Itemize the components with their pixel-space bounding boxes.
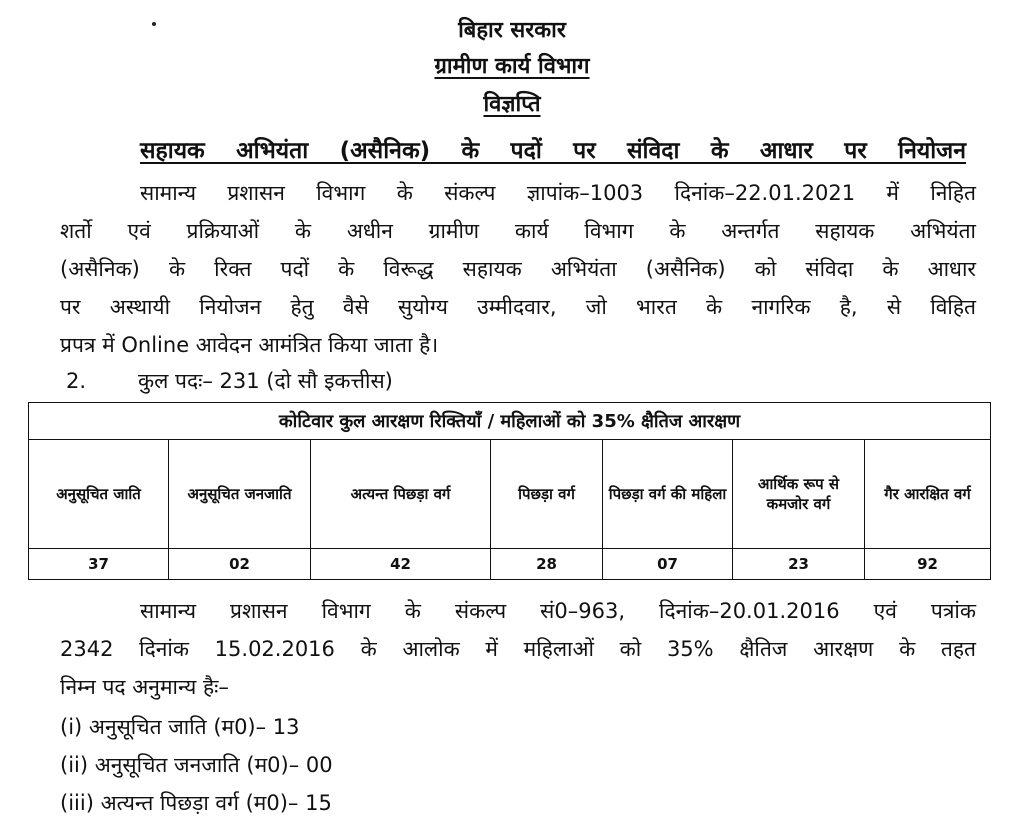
government-title: बिहार सरकार [458, 18, 566, 43]
notice-label [0, 88, 1024, 118]
note-line-1: सामान्य प्रशासन विभाग के संकल्प सं0–963, दिनांक–20.01.2016 एवं पत्रांक [140, 599, 976, 623]
value-ebc: 42 [311, 549, 491, 580]
total-posts: कुल पदः– 231 (दो सौ इकत्तीस) [138, 369, 393, 393]
intro-line-4: पर अस्थायी नियोजन हेतु वैसे सुयोग्य उम्मीदवार, जो भारत के नागरिक है, से विहित [60, 295, 976, 319]
header-unreserved: गैर आरक्षित वर्ग [865, 440, 991, 549]
list-item: (iii) अत्यन्त पिछड़ा वर्ग (म0)– 15 [60, 791, 332, 815]
header-sc: अनुसूचित जाति [29, 440, 169, 549]
list-item: (ii) अनुसूचित जनजाति (म0)– 00 [60, 753, 333, 777]
value-bc: 28 [491, 549, 603, 580]
intro-line-5: प्रपत्र में Online आवेदन आमंत्रित किया जाता है। [60, 333, 439, 357]
value-st: 02 [169, 549, 311, 580]
header-bc: पिछड़ा वर्ग [491, 440, 603, 549]
note-line-2: 2342 दिनांक 15.02.2016 के आलोक में महिलाओं को 35% क्षैतिज आरक्षण के तहत [60, 637, 976, 661]
header-bc-women: पिछड़ा वर्ग की महिला [603, 440, 733, 549]
table-caption: कोटिवार कुल आरक्षण रिक्तियाँ / महिलाओं को 35% क्षैतिज आरक्षण [29, 403, 991, 440]
list-item: (i) अनुसूचित जाति (म0)– 13 [60, 715, 300, 739]
department-text: ग्रामीण कार्य विभाग [434, 54, 590, 79]
header-st: अनुसूचित जनजाति [169, 440, 311, 549]
posts-number: 2. [66, 369, 87, 393]
header-ebc: अत्यन्त पिछड़ा वर्ग [311, 440, 491, 549]
value-bc-women: 07 [603, 549, 733, 580]
subject-text: सहायक अभियंता (असैनिक) के पदों पर संविदा के आधार पर नियोजन [140, 138, 966, 164]
note-line-3: निम्न पद अनुमान्य हैः– [60, 675, 229, 699]
intro-line-2: शर्तो एवं प्रक्रियाओं के अधीन ग्रामीण कार्य विभाग के अन्तर्गत सहायक अभियंता [60, 219, 976, 243]
intro-line-3: (असैनिक) के रिक्त पदों के विरूद्ध सहायक अभियंता (असैनिक) को संविदा के आधार [60, 257, 976, 281]
reservation-table [28, 402, 991, 580]
value-sc: 37 [29, 549, 169, 580]
header-ews: आर्थिक रूप से कमजोर वर्ग [733, 440, 865, 549]
subject-heading [140, 133, 966, 165]
notice-text: विज्ञप्ति [483, 92, 541, 117]
department-title [0, 50, 1024, 80]
value-ews: 23 [733, 549, 865, 580]
value-unreserved: 92 [865, 549, 991, 580]
intro-line-1: सामान्य प्रशासन विभाग के संकल्प ज्ञापांक–1003 दिनांक–22.01.2021 में निहित [140, 181, 976, 205]
